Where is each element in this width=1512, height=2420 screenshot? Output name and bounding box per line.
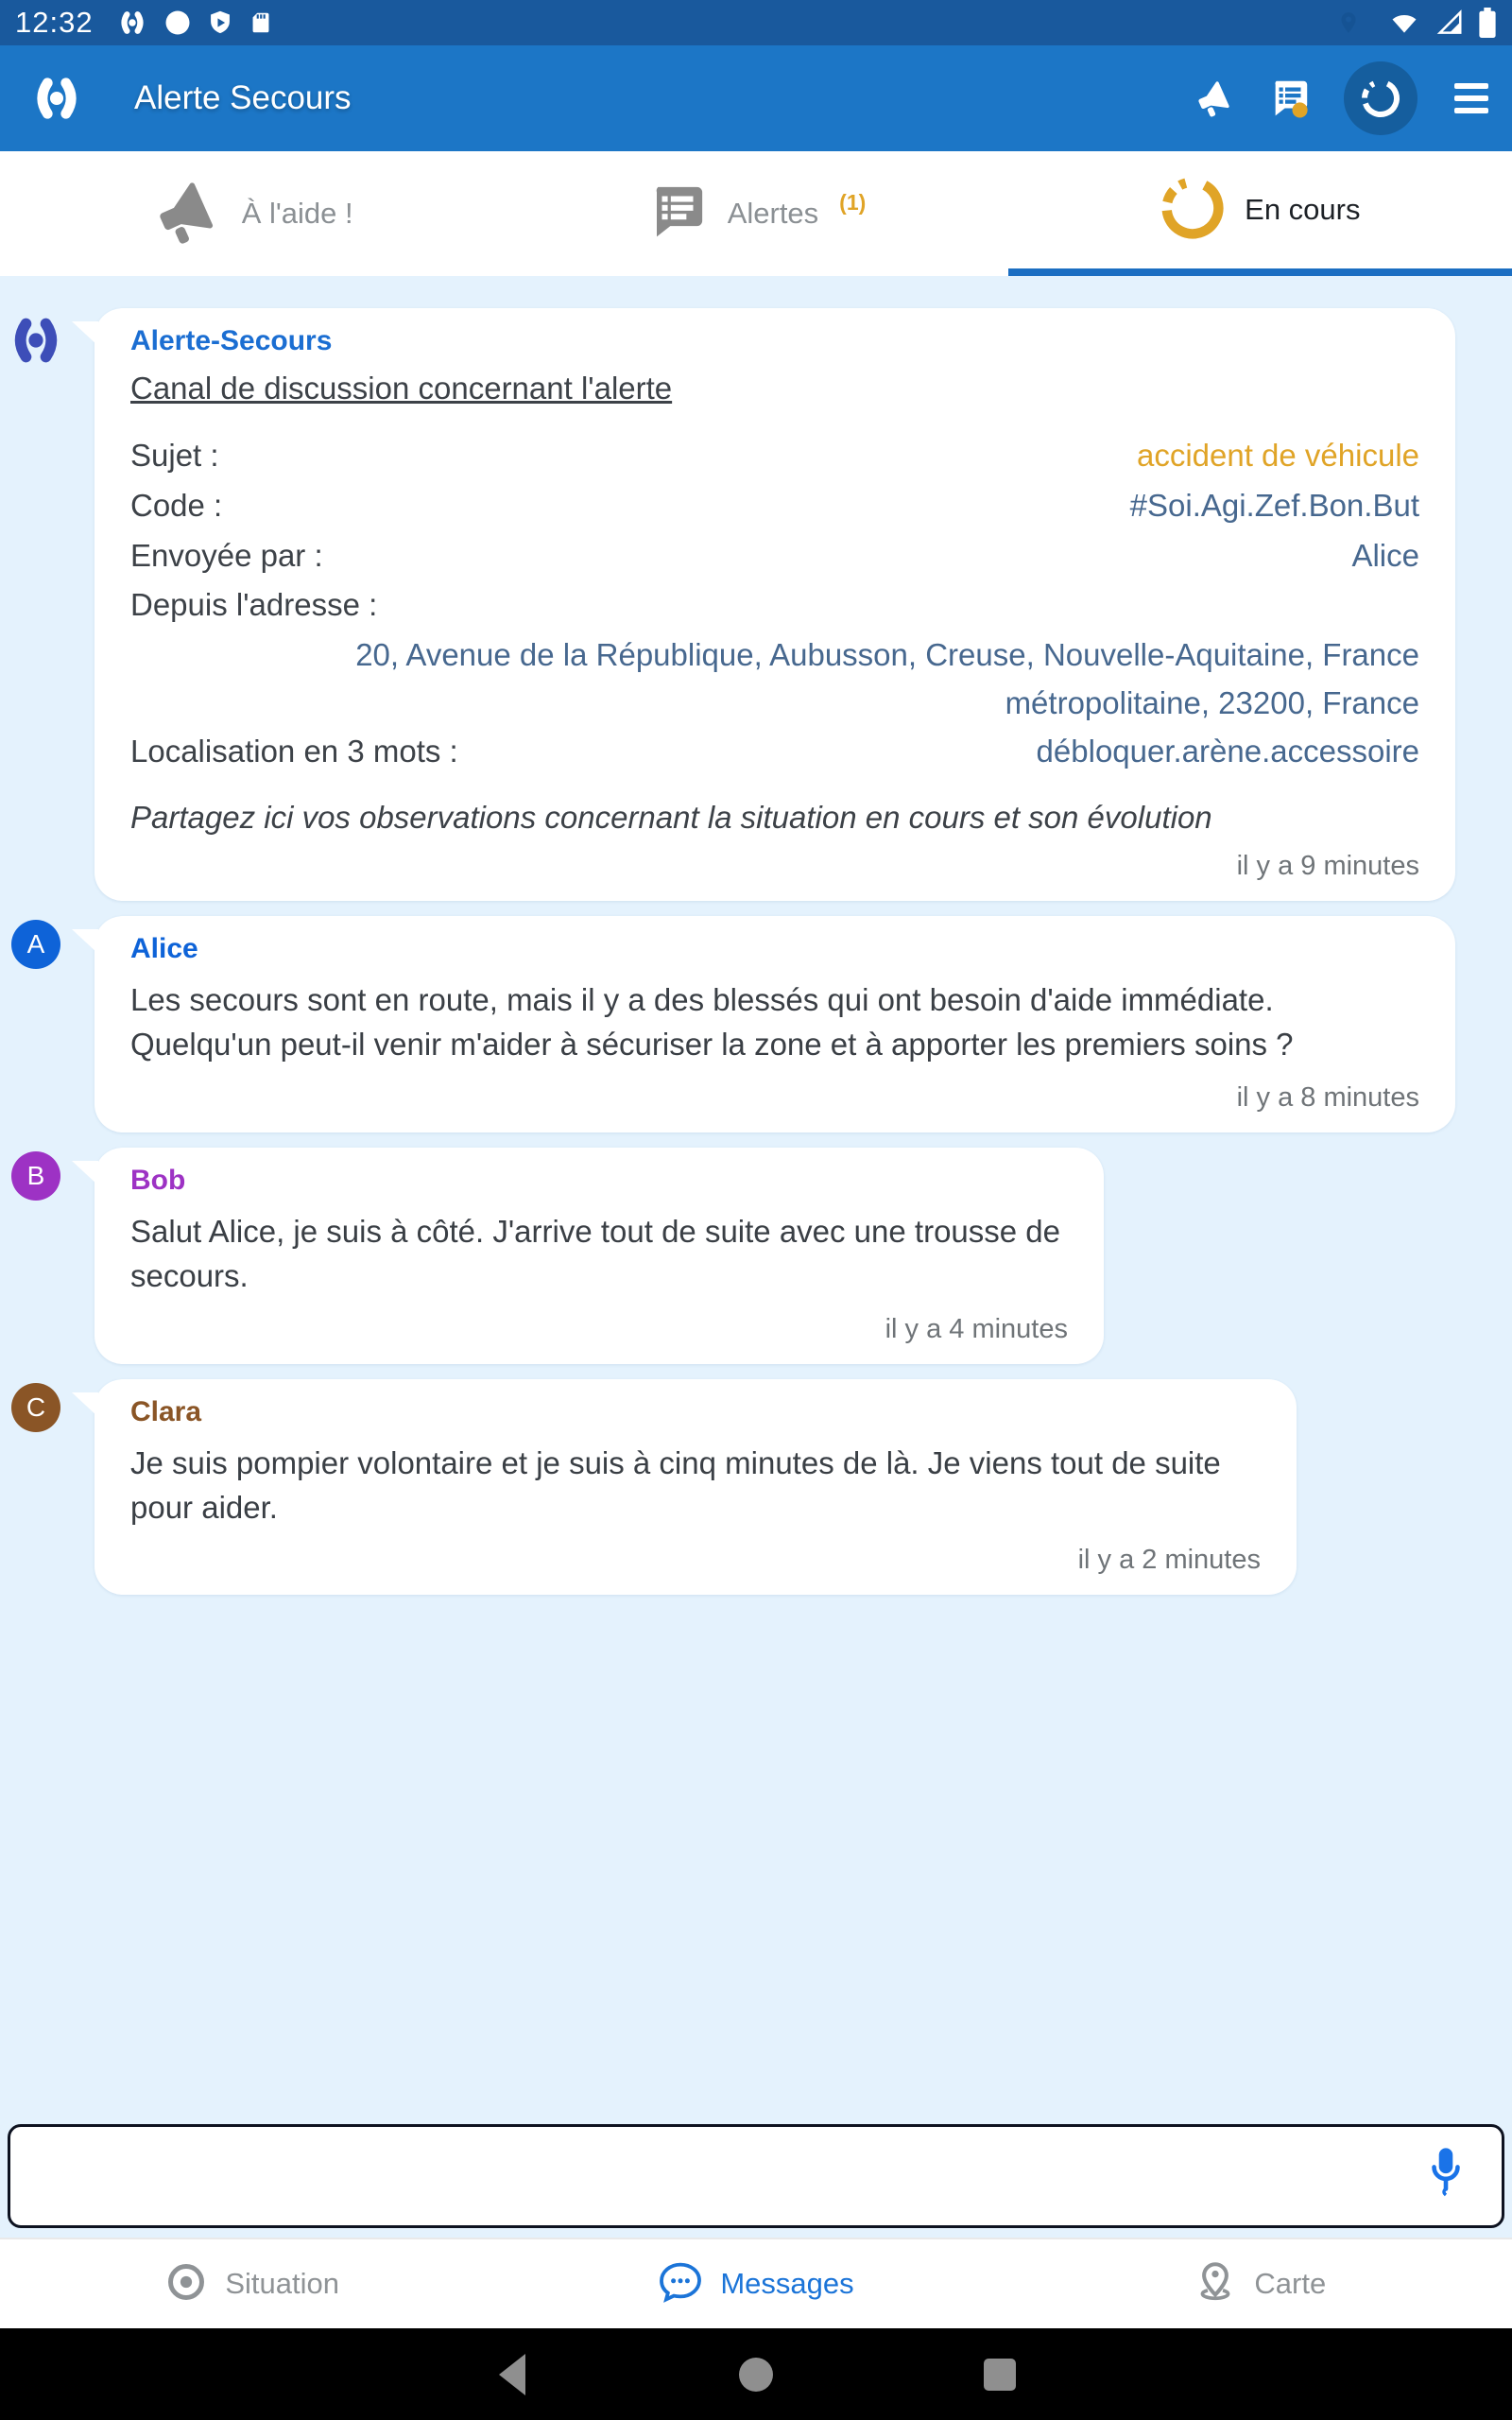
message-row-alice: [26, 916, 1455, 1132]
battery-icon: [1478, 8, 1497, 38]
android-recents-button[interactable]: [980, 2355, 1020, 2394]
nav-label-carte: Carte: [1254, 2267, 1327, 2300]
subject-label: Sujet :: [130, 438, 219, 473]
status-bar: [0, 0, 1512, 45]
nav-label-messages: Messages: [720, 2267, 854, 2300]
code-row: [130, 481, 1419, 531]
address-label: Depuis l'adresse :: [130, 587, 378, 623]
alerts-tab-icon: [646, 181, 709, 248]
message-author: Bob: [130, 1164, 186, 1196]
message-row-bob: [26, 1148, 1455, 1364]
message-row-clara: [26, 1379, 1455, 1596]
message-timestamp: il y a 4 minutes: [885, 1313, 1068, 1344]
tab-en-cours-label: En cours: [1245, 193, 1361, 226]
alert-card: [94, 308, 1455, 901]
chat-area[interactable]: [0, 276, 1512, 2420]
message-bubble-clara: [94, 1379, 1297, 1596]
message-author: Alice: [130, 933, 198, 965]
address-value[interactable]: 20, Avenue de la République, Aubusson, Creuse, Nouvelle-Aquitaine, France métropolitaine, 23200, France: [355, 637, 1419, 721]
alert-card-row: [94, 308, 1455, 901]
tab-a-laide[interactable]: [0, 151, 504, 276]
code-value: #Soi.Agi.Zef.Bon.But: [1129, 487, 1419, 523]
avatar-alice: A: [11, 920, 60, 969]
subject-row: [130, 431, 1419, 481]
situation-target-icon: [164, 2260, 208, 2308]
nav-item-situation[interactable]: [0, 2239, 504, 2328]
app-bar: [0, 45, 1512, 151]
sender-value: Alice: [1351, 537, 1419, 573]
nav-item-carte[interactable]: [1008, 2239, 1512, 2328]
alerte-secours-notification-icon: [116, 9, 148, 37]
cell-signal-icon: [1435, 9, 1465, 37]
hamburger-menu-button[interactable]: [1450, 77, 1493, 120]
tab-alertes[interactable]: [504, 151, 1007, 276]
w3w-value[interactable]: débloquer.arène.accessoire: [1036, 734, 1419, 769]
message-bubble-bob: [94, 1148, 1104, 1364]
message-bubble-alice: [94, 916, 1455, 1132]
wifi-icon: [1387, 9, 1421, 37]
messages-action-button[interactable]: [1268, 77, 1312, 120]
message-input[interactable]: [10, 2127, 1502, 2225]
tab-bar: [0, 151, 1512, 276]
message-text: Salut Alice, je suis à côté. J'arrive tout de suite avec une trousse de secours.: [130, 1213, 1061, 1293]
message-timestamp: il y a 2 minutes: [1077, 1545, 1261, 1576]
tab-alertes-label: Alertes: [727, 197, 819, 230]
messages-bubble-icon: [658, 2259, 703, 2309]
subject-value: accident de véhicule: [1136, 438, 1419, 473]
avatar-bob: B: [11, 1151, 60, 1201]
nav-item-messages[interactable]: [504, 2239, 1007, 2328]
notification-dot-icon: [163, 9, 192, 37]
avatar-clara: C: [11, 1383, 60, 1432]
status-time: 12:32: [15, 6, 94, 39]
alert-card-heading: Canal de discussion concernant l'alerte: [130, 371, 673, 406]
code-label: Code :: [130, 487, 223, 523]
map-pin-icon: [1194, 2260, 1237, 2308]
message-composer: [8, 2124, 1504, 2228]
location-active-icon: [1336, 9, 1361, 37]
alerte-secours-avatar: [9, 314, 62, 367]
app-title: Alerte Secours: [134, 79, 352, 116]
tab-alertes-badge: (1): [839, 189, 867, 215]
sender-row: [130, 531, 1419, 581]
sdcard-icon: [249, 9, 273, 37]
ongoing-spinner-tab-icon: [1160, 175, 1226, 246]
android-navigation-bar: [0, 2328, 1512, 2420]
ongoing-spinner-button[interactable]: [1344, 61, 1418, 135]
nav-label-situation: Situation: [225, 2267, 339, 2300]
message-text: Les secours sont en route, mais il y a des blessés qui ont besoin d'aide immédiate. Quelqu'un peut-il venir m'aider à sécuriser la zone et à apporter les premiers soins ?: [130, 982, 1294, 1063]
w3w-label: Localisation en 3 mots :: [130, 734, 458, 769]
alert-card-timestamp: il y a 9 minutes: [1236, 851, 1419, 882]
message-text: Je suis pompier volontaire et je suis à cinq minutes de là. Je viens tout de suite pour aider.: [130, 1444, 1221, 1525]
alerte-secours-logo-icon: [32, 74, 81, 123]
android-home-button[interactable]: [736, 2355, 776, 2394]
sender-label: Envoyée par :: [130, 537, 323, 573]
message-author: Clara: [130, 1395, 202, 1427]
tab-a-laide-label: À l'aide !: [241, 197, 353, 230]
megaphone-tab-icon: [151, 176, 223, 252]
android-back-button[interactable]: [492, 2355, 532, 2394]
play-protect-icon: [207, 9, 233, 37]
tab-en-cours[interactable]: [1008, 151, 1512, 276]
message-timestamp: il y a 8 minutes: [1236, 1081, 1419, 1113]
w3w-row: [130, 727, 1419, 777]
alert-card-author: Alerte-Secours: [130, 325, 333, 356]
bottom-nav: [0, 2238, 1512, 2328]
megaphone-action-button[interactable]: [1193, 77, 1236, 120]
alert-card-note: Partagez ici vos observations concernant la situation en cours et son évolution: [130, 800, 1212, 836]
microphone-icon[interactable]: [1424, 2142, 1468, 2212]
